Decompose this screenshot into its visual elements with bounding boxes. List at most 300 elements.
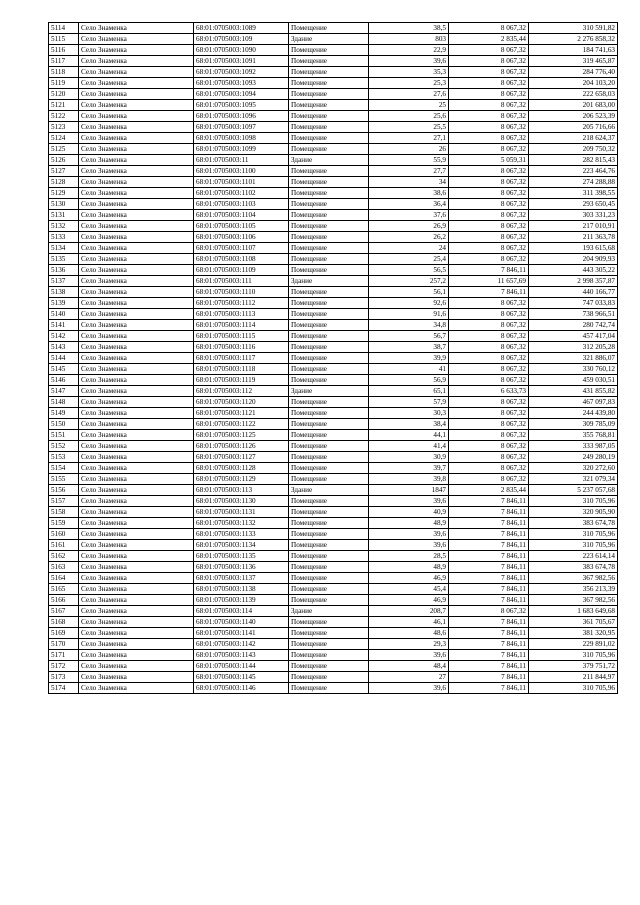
- object-type-cell: Помещение: [289, 221, 369, 232]
- table-row: [49, 639, 618, 650]
- object-type-cell: Помещение: [289, 496, 369, 507]
- cadastral-value-cell: 293 650,45: [529, 199, 618, 210]
- area-cell: 30,3: [369, 408, 449, 419]
- cadastral-number-cell: 68:01:0705003:1125: [194, 430, 289, 441]
- cadastral-number-cell: 68:01:0705003:1135: [194, 551, 289, 562]
- specific-value-cell: 8 067,32: [449, 298, 529, 309]
- specific-value-cell: 8 067,32: [449, 166, 529, 177]
- cadastral-value-cell: 367 982,56: [529, 573, 618, 584]
- object-type-cell: Помещение: [289, 353, 369, 364]
- object-type-cell: Помещение: [289, 507, 369, 518]
- row-number: 5126: [49, 155, 79, 166]
- cadastral-number-cell: 68:01:0705003:1114: [194, 320, 289, 331]
- specific-value-cell: 8 067,32: [449, 133, 529, 144]
- cadastral-number-cell: 68:01:0705003:1089: [194, 23, 289, 34]
- object-type-cell: Помещение: [289, 463, 369, 474]
- table-row: [49, 529, 618, 540]
- cadastral-value-cell: 311 398,55: [529, 188, 618, 199]
- locality-cell: Село Знаменка: [79, 221, 194, 232]
- area-cell: 37,6: [369, 210, 449, 221]
- table-row: [49, 606, 618, 617]
- cadastral-number-cell: 68:01:0705003:1139: [194, 595, 289, 606]
- cadastral-value-cell: 303 331,23: [529, 210, 618, 221]
- cadastral-value-cell: 747 033,83: [529, 298, 618, 309]
- row-number: 5133: [49, 232, 79, 243]
- table-row: [49, 441, 618, 452]
- object-type-cell: Помещение: [289, 89, 369, 100]
- row-number: 5148: [49, 397, 79, 408]
- area-cell: 48,9: [369, 562, 449, 573]
- specific-value-cell: 7 846,11: [449, 507, 529, 518]
- cadastral-number-cell: 68:01:0705003:1120: [194, 397, 289, 408]
- cadastral-value-cell: 223 614,14: [529, 551, 618, 562]
- area-cell: 55,9: [369, 155, 449, 166]
- table-row: [49, 155, 618, 166]
- row-number: 5156: [49, 485, 79, 496]
- locality-cell: Село Знаменка: [79, 331, 194, 342]
- cadastral-number-cell: 68:01:0705003:1138: [194, 584, 289, 595]
- cadastral-number-cell: 68:01:0705003:1122: [194, 419, 289, 430]
- object-type-cell: Помещение: [289, 452, 369, 463]
- specific-value-cell: 8 067,32: [449, 397, 529, 408]
- area-cell: 39,6: [369, 496, 449, 507]
- locality-cell: Село Знаменка: [79, 23, 194, 34]
- table-row: [49, 309, 618, 320]
- table-row: [49, 452, 618, 463]
- locality-cell: Село Знаменка: [79, 419, 194, 430]
- area-cell: 39,7: [369, 463, 449, 474]
- object-type-cell: Здание: [289, 606, 369, 617]
- cadastral-value-cell: 310 705,96: [529, 529, 618, 540]
- object-type-cell: Помещение: [289, 67, 369, 78]
- row-number: 5155: [49, 474, 79, 485]
- object-type-cell: Помещение: [289, 45, 369, 56]
- specific-value-cell: 8 067,32: [449, 111, 529, 122]
- table-row: [49, 408, 618, 419]
- row-number: 5149: [49, 408, 79, 419]
- row-number: 5171: [49, 650, 79, 661]
- row-number: 5131: [49, 210, 79, 221]
- table-row: [49, 177, 618, 188]
- row-number: 5117: [49, 56, 79, 67]
- cadastral-value-cell: 211 363,78: [529, 232, 618, 243]
- cadastral-number-cell: 68:01:0705003:1116: [194, 342, 289, 353]
- object-type-cell: Помещение: [289, 518, 369, 529]
- area-cell: 29,3: [369, 639, 449, 650]
- area-cell: 27: [369, 672, 449, 683]
- object-type-cell: Помещение: [289, 199, 369, 210]
- row-number: 5145: [49, 364, 79, 375]
- area-cell: 25,6: [369, 111, 449, 122]
- locality-cell: Село Знаменка: [79, 122, 194, 133]
- row-number: 5161: [49, 540, 79, 551]
- cadastral-number-cell: 68:01:0705003:1105: [194, 221, 289, 232]
- locality-cell: Село Знаменка: [79, 78, 194, 89]
- cadastral-value-cell: 5 237 057,68: [529, 485, 618, 496]
- area-cell: 26: [369, 144, 449, 155]
- table-row: [49, 199, 618, 210]
- cadastral-number-cell: 68:01:0705003:1118: [194, 364, 289, 375]
- cadastral-value-cell: 310 705,96: [529, 650, 618, 661]
- cadastral-number-cell: 68:01:0705003:1140: [194, 617, 289, 628]
- area-cell: 257,2: [369, 276, 449, 287]
- object-type-cell: Помещение: [289, 210, 369, 221]
- object-type-cell: Здание: [289, 485, 369, 496]
- table-row: [49, 364, 618, 375]
- cadastral-value-cell: 217 010,91: [529, 221, 618, 232]
- specific-value-cell: 7 846,11: [449, 562, 529, 573]
- object-type-cell: Помещение: [289, 672, 369, 683]
- area-cell: 48,4: [369, 661, 449, 672]
- cadastral-number-cell: 68:01:0705003:1099: [194, 144, 289, 155]
- locality-cell: Село Знаменка: [79, 397, 194, 408]
- row-number: 5137: [49, 276, 79, 287]
- area-cell: 38,5: [369, 23, 449, 34]
- locality-cell: Село Знаменка: [79, 595, 194, 606]
- cadastral-value-cell: 204 909,93: [529, 254, 618, 265]
- area-cell: 38,6: [369, 188, 449, 199]
- locality-cell: Село Знаменка: [79, 463, 194, 474]
- object-type-cell: Помещение: [289, 474, 369, 485]
- object-type-cell: Здание: [289, 155, 369, 166]
- locality-cell: Село Знаменка: [79, 67, 194, 78]
- locality-cell: Село Знаменка: [79, 430, 194, 441]
- cadastral-value-cell: 280 742,74: [529, 320, 618, 331]
- cadastral-value-cell: 206 523,39: [529, 111, 618, 122]
- area-cell: 44,1: [369, 430, 449, 441]
- row-number: 5163: [49, 562, 79, 573]
- object-type-cell: Помещение: [289, 628, 369, 639]
- cadastral-number-cell: 68:01:0705003:1119: [194, 375, 289, 386]
- area-cell: 38,4: [369, 419, 449, 430]
- table-row: [49, 67, 618, 78]
- cadastral-number-cell: 68:01:0705003:1143: [194, 650, 289, 661]
- locality-cell: Село Знаменка: [79, 133, 194, 144]
- object-type-cell: Помещение: [289, 78, 369, 89]
- row-number: 5135: [49, 254, 79, 265]
- cadastral-value-cell: 223 464,76: [529, 166, 618, 177]
- cadastral-value-cell: 193 615,68: [529, 243, 618, 254]
- locality-cell: Село Знаменка: [79, 562, 194, 573]
- document-page: [48, 22, 618, 694]
- object-type-cell: Помещение: [289, 419, 369, 430]
- cadastral-value-cell: 310 705,96: [529, 496, 618, 507]
- table-row: [49, 353, 618, 364]
- cadastral-value-cell: 310 705,96: [529, 683, 618, 694]
- specific-value-cell: 2 835,44: [449, 34, 529, 45]
- cadastral-number-cell: 68:01:0705003:1146: [194, 683, 289, 694]
- table-row: [49, 265, 618, 276]
- object-type-cell: Помещение: [289, 551, 369, 562]
- table-row: [49, 56, 618, 67]
- specific-value-cell: 8 067,32: [449, 221, 529, 232]
- object-type-cell: Помещение: [289, 309, 369, 320]
- table-row: [49, 232, 618, 243]
- object-type-cell: Здание: [289, 276, 369, 287]
- specific-value-cell: 8 067,32: [449, 474, 529, 485]
- specific-value-cell: 7 846,11: [449, 551, 529, 562]
- table-row: [49, 23, 618, 34]
- object-type-cell: Помещение: [289, 584, 369, 595]
- table-row: [49, 34, 618, 45]
- cadastral-value-cell: 383 674,78: [529, 562, 618, 573]
- row-number: 5125: [49, 144, 79, 155]
- area-cell: 24: [369, 243, 449, 254]
- cadastral-number-cell: 68:01:0705003:1104: [194, 210, 289, 221]
- area-cell: 41,4: [369, 441, 449, 452]
- row-number: 5123: [49, 122, 79, 133]
- object-type-cell: Помещение: [289, 23, 369, 34]
- locality-cell: Село Знаменка: [79, 386, 194, 397]
- row-number: 5124: [49, 133, 79, 144]
- row-number: 5139: [49, 298, 79, 309]
- specific-value-cell: 8 067,32: [449, 254, 529, 265]
- locality-cell: Село Знаменка: [79, 243, 194, 254]
- object-type-cell: Помещение: [289, 430, 369, 441]
- area-cell: 26,2: [369, 232, 449, 243]
- cadastral-value-cell: 204 103,20: [529, 78, 618, 89]
- locality-cell: Село Знаменка: [79, 177, 194, 188]
- specific-value-cell: 8 067,32: [449, 122, 529, 133]
- row-number: 5150: [49, 419, 79, 430]
- locality-cell: Село Знаменка: [79, 507, 194, 518]
- object-type-cell: Помещение: [289, 441, 369, 452]
- cadastral-value-cell: 356 213,39: [529, 584, 618, 595]
- row-number: 5162: [49, 551, 79, 562]
- locality-cell: Село Знаменка: [79, 287, 194, 298]
- specific-value-cell: 7 846,11: [449, 529, 529, 540]
- specific-value-cell: 8 067,32: [449, 78, 529, 89]
- locality-cell: Село Знаменка: [79, 144, 194, 155]
- object-type-cell: Помещение: [289, 661, 369, 672]
- specific-value-cell: 8 067,32: [449, 606, 529, 617]
- row-number: 5154: [49, 463, 79, 474]
- cadastral-number-cell: 68:01:0705003:111: [194, 276, 289, 287]
- specific-value-cell: 8 067,32: [449, 452, 529, 463]
- cadastral-value-cell: 282 815,43: [529, 155, 618, 166]
- specific-value-cell: 8 067,32: [449, 89, 529, 100]
- specific-value-cell: 7 846,11: [449, 496, 529, 507]
- cadastral-number-cell: 68:01:0705003:113: [194, 485, 289, 496]
- cadastral-number-cell: 68:01:0705003:1128: [194, 463, 289, 474]
- cadastral-number-cell: 68:01:0705003:1115: [194, 331, 289, 342]
- cadastral-value-cell: 184 741,63: [529, 45, 618, 56]
- area-cell: 92,6: [369, 298, 449, 309]
- cadastral-number-cell: 68:01:0705003:1136: [194, 562, 289, 573]
- cadastral-number-cell: 68:01:0705003:1130: [194, 496, 289, 507]
- area-cell: 46,9: [369, 573, 449, 584]
- object-type-cell: Помещение: [289, 342, 369, 353]
- row-number: 5129: [49, 188, 79, 199]
- table-row: [49, 287, 618, 298]
- locality-cell: Село Знаменка: [79, 375, 194, 386]
- locality-cell: Село Знаменка: [79, 210, 194, 221]
- area-cell: 39,6: [369, 56, 449, 67]
- table-row: [49, 342, 618, 353]
- area-cell: 39,9: [369, 353, 449, 364]
- cadastral-value-cell: 274 288,88: [529, 177, 618, 188]
- table-row: [49, 331, 618, 342]
- row-number: 5130: [49, 199, 79, 210]
- cadastral-number-cell: 68:01:0705003:114: [194, 606, 289, 617]
- cadastral-value-cell: 229 891,02: [529, 639, 618, 650]
- table-row: [49, 111, 618, 122]
- cadastral-value-cell: 244 439,80: [529, 408, 618, 419]
- cadastral-number-cell: 68:01:0705003:1106: [194, 232, 289, 243]
- cadastral-number-cell: 68:01:0705003:1090: [194, 45, 289, 56]
- cadastral-value-cell: 218 624,37: [529, 133, 618, 144]
- locality-cell: Село Знаменка: [79, 353, 194, 364]
- cadastral-value-cell: 310 705,96: [529, 540, 618, 551]
- specific-value-cell: 8 067,32: [449, 342, 529, 353]
- locality-cell: Село Знаменка: [79, 441, 194, 452]
- cadastral-value-cell: 457 417,04: [529, 331, 618, 342]
- cadastral-value-cell: 379 751,72: [529, 661, 618, 672]
- area-cell: 91,6: [369, 309, 449, 320]
- specific-value-cell: 7 846,11: [449, 287, 529, 298]
- table-row: [49, 375, 618, 386]
- table-row: [49, 243, 618, 254]
- object-type-cell: Помещение: [289, 56, 369, 67]
- locality-cell: Село Знаменка: [79, 496, 194, 507]
- locality-cell: Село Знаменка: [79, 342, 194, 353]
- cadastral-number-cell: 68:01:0705003:1144: [194, 661, 289, 672]
- locality-cell: Село Знаменка: [79, 298, 194, 309]
- specific-value-cell: 7 846,11: [449, 584, 529, 595]
- table-row: [49, 518, 618, 529]
- locality-cell: Село Знаменка: [79, 166, 194, 177]
- object-type-cell: Помещение: [289, 364, 369, 375]
- table-row: [49, 144, 618, 155]
- area-cell: 39,6: [369, 540, 449, 551]
- locality-cell: Село Знаменка: [79, 155, 194, 166]
- locality-cell: Село Знаменка: [79, 529, 194, 540]
- object-type-cell: Помещение: [289, 122, 369, 133]
- area-cell: 803: [369, 34, 449, 45]
- specific-value-cell: 7 846,11: [449, 639, 529, 650]
- object-type-cell: Помещение: [289, 573, 369, 584]
- table-row: [49, 683, 618, 694]
- row-number: 5118: [49, 67, 79, 78]
- cadastral-number-cell: 68:01:0705003:1109: [194, 265, 289, 276]
- specific-value-cell: 7 846,11: [449, 595, 529, 606]
- cadastral-value-cell: 738 966,51: [529, 309, 618, 320]
- cadastral-number-cell: 68:01:0705003:1134: [194, 540, 289, 551]
- object-type-cell: Помещение: [289, 144, 369, 155]
- row-number: 5173: [49, 672, 79, 683]
- cadastral-number-cell: 68:01:0705003:1142: [194, 639, 289, 650]
- cadastral-value-cell: 319 465,87: [529, 56, 618, 67]
- area-cell: 34: [369, 177, 449, 188]
- cadastral-number-cell: 68:01:0705003:1141: [194, 628, 289, 639]
- object-type-cell: Помещение: [289, 100, 369, 111]
- cadastral-number-cell: 68:01:0705003:1112: [194, 298, 289, 309]
- table-row: [49, 672, 618, 683]
- cadastral-number-cell: 68:01:0705003:1127: [194, 452, 289, 463]
- specific-value-cell: 8 067,32: [449, 232, 529, 243]
- locality-cell: Село Знаменка: [79, 199, 194, 210]
- cadastral-value-cell: 249 280,19: [529, 452, 618, 463]
- specific-value-cell: 7 846,11: [449, 661, 529, 672]
- area-cell: 40,9: [369, 507, 449, 518]
- area-cell: 48,6: [369, 628, 449, 639]
- specific-value-cell: 7 846,11: [449, 540, 529, 551]
- row-number: 5127: [49, 166, 79, 177]
- table-row: [49, 298, 618, 309]
- row-number: 5134: [49, 243, 79, 254]
- area-cell: 28,5: [369, 551, 449, 562]
- row-number: 5121: [49, 100, 79, 111]
- locality-cell: Село Знаменка: [79, 100, 194, 111]
- row-number: 5146: [49, 375, 79, 386]
- row-number: 5168: [49, 617, 79, 628]
- row-number: 5174: [49, 683, 79, 694]
- locality-cell: Село Знаменка: [79, 540, 194, 551]
- object-type-cell: Помещение: [289, 166, 369, 177]
- cadastral-value-cell: 381 320,95: [529, 628, 618, 639]
- row-number: 5140: [49, 309, 79, 320]
- area-cell: 22,9: [369, 45, 449, 56]
- row-number: 5143: [49, 342, 79, 353]
- locality-cell: Село Знаменка: [79, 474, 194, 485]
- locality-cell: Село Знаменка: [79, 672, 194, 683]
- cadastral-value-cell: 309 785,09: [529, 419, 618, 430]
- row-number: 5159: [49, 518, 79, 529]
- cadastral-number-cell: 68:01:0705003:1113: [194, 309, 289, 320]
- object-type-cell: Помещение: [289, 408, 369, 419]
- object-type-cell: Помещение: [289, 188, 369, 199]
- locality-cell: Село Знаменка: [79, 34, 194, 45]
- specific-value-cell: 8 067,32: [449, 199, 529, 210]
- row-number: 5114: [49, 23, 79, 34]
- specific-value-cell: 5 059,31: [449, 155, 529, 166]
- cadastral-number-cell: 68:01:0705003:1121: [194, 408, 289, 419]
- cadastral-value-table: [48, 22, 618, 694]
- cadastral-value-cell: 321 079,34: [529, 474, 618, 485]
- cadastral-number-cell: 68:01:0705003:1101: [194, 177, 289, 188]
- cadastral-number-cell: 68:01:0705003:11: [194, 155, 289, 166]
- table-row: [49, 485, 618, 496]
- specific-value-cell: 7 846,11: [449, 628, 529, 639]
- locality-cell: Село Знаменка: [79, 452, 194, 463]
- row-number: 5164: [49, 573, 79, 584]
- locality-cell: Село Знаменка: [79, 617, 194, 628]
- cadastral-value-cell: 201 683,00: [529, 100, 618, 111]
- object-type-cell: Помещение: [289, 617, 369, 628]
- area-cell: 27,6: [369, 89, 449, 100]
- cadastral-number-cell: 68:01:0705003:1107: [194, 243, 289, 254]
- area-cell: 56,5: [369, 265, 449, 276]
- specific-value-cell: 7 846,11: [449, 617, 529, 628]
- specific-value-cell: 7 846,11: [449, 573, 529, 584]
- locality-cell: Село Знаменка: [79, 320, 194, 331]
- object-type-cell: Помещение: [289, 562, 369, 573]
- cadastral-value-cell: 431 855,82: [529, 386, 618, 397]
- area-cell: 208,7: [369, 606, 449, 617]
- cadastral-number-cell: 68:01:0705003:1108: [194, 254, 289, 265]
- cadastral-number-cell: 68:01:0705003:1103: [194, 199, 289, 210]
- cadastral-value-cell: 355 768,81: [529, 430, 618, 441]
- area-cell: 25,5: [369, 122, 449, 133]
- locality-cell: Село Знаменка: [79, 408, 194, 419]
- object-type-cell: Помещение: [289, 243, 369, 254]
- table-row: [49, 210, 618, 221]
- object-type-cell: Помещение: [289, 595, 369, 606]
- area-cell: 48,9: [369, 518, 449, 529]
- area-cell: 1847: [369, 485, 449, 496]
- table-row: [49, 562, 618, 573]
- locality-cell: Село Знаменка: [79, 661, 194, 672]
